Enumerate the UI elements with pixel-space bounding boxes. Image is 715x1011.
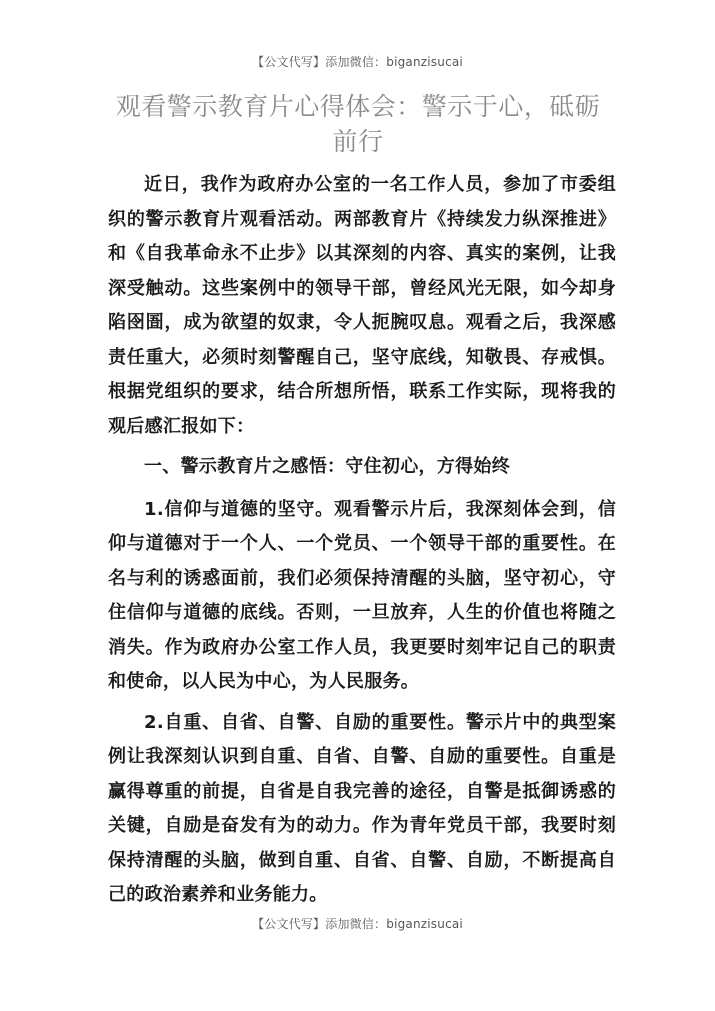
point-paragraph-2: 2.自重、自省、自警、自励的重要性。警示片中的典型案例让我深刻认识到自重、自省、自警、自励的重要性。自重是赢得尊重的前提，自省是自我完善的途径，自警是抵御诱惑的关键，自励是奋发有为的动力。作为青年党员干部，我要时刻保持清醒的头脑，做到自重、自省、自警、自励，不断提高自己的政治素养和业务能力。 — [108, 711, 616, 905]
header-watermark: 【公文代写】添加微信：biganzisucai — [252, 55, 463, 69]
intro-paragraph: 近日，我作为政府办公室的一名工作人员，参加了市委组织的警示教育片观看活动。两部教育片《持续发力纵深推进》和《自我革命永不止步》以其深刻的内容、真实的案例，让我深受触动。这些案例中的领导干部，曾经风光无限，如今却身陷囹圄，成为欲望的奴隶，令人扼腕叹息。观看之后，我深感责任重大，必须时刻警醒自己，坚守底线，知敬畏、存戒惧。根据党组织的要求，结合所想所悟，联系工作实际，现将我的观后感汇报如下： — [108, 174, 616, 437]
footer-watermark: 【公文代写】添加微信：biganzisucai — [252, 917, 463, 931]
point-paragraph-1: 1.信仰与道德的坚守。观看警示片后，我深刻体会到，信仰与道德对于一个人、一个党员、一个领导干部的重要性。在名与利的诱惑面前，我们必须保持清醒的头脑，坚守初心，守住信仰与道德的底线。否则，一旦放弃，人生的价值也将随之消失。作为政府办公室工作人员，我更要时刻牢记自己的职责和使命，以人民为中心，为人民服务。 — [108, 498, 616, 692]
section-heading: 一、警示教育片之感悟：守住初心，方得始终 — [144, 456, 510, 477]
document-body — [108, 168, 616, 919]
document-title: 观看警示教育片心得体会：警示于心，砥砺前行 — [115, 92, 601, 156]
